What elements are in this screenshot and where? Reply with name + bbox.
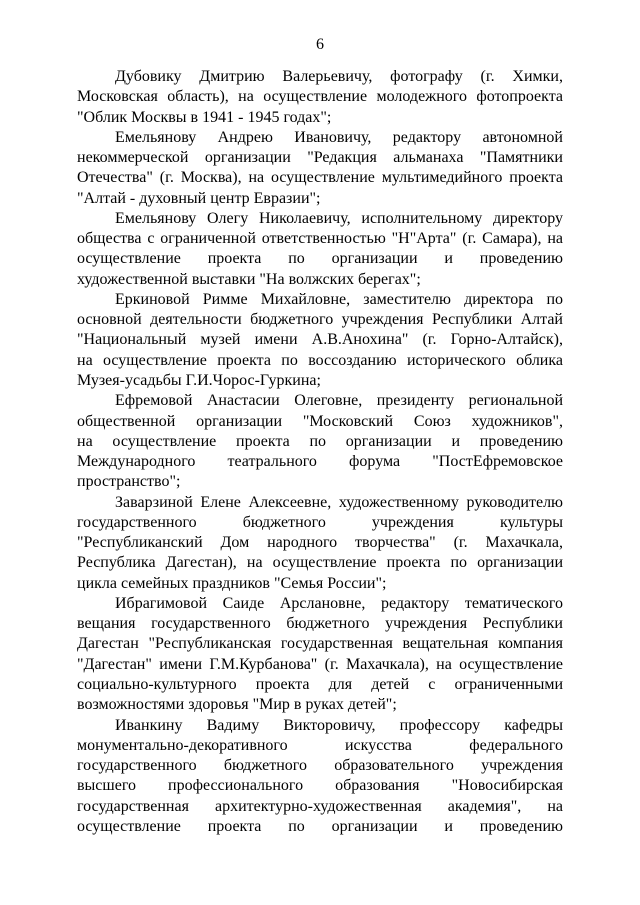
- text-line: государственного бюджетного образовательного учреждения: [77, 757, 563, 775]
- text-line: "Облик Москвы в 1941 - 1945 годах";: [77, 108, 332, 126]
- text-line: Ефремовой Анастасии Олеговне, президенту региональной: [115, 392, 563, 410]
- text-line: Дубовику Дмитрию Валерьевичу, фотографу (г. Химки,: [115, 68, 563, 85]
- text-line: на осуществление проекта по организации и проведению: [77, 432, 563, 450]
- text-line: "Республиканский Дом народного творчества" (г. Махачкала,: [77, 534, 563, 552]
- page-number: 6: [316, 36, 324, 53]
- text-line: высшего профессионального образования "Новосибирская: [77, 777, 563, 795]
- text-line: основной деятельности бюджетного учреждения Республики Алтай: [77, 311, 563, 329]
- text-line: Емельянову Андрею Ивановичу, редактору автономной: [115, 128, 563, 146]
- text-line: монументально-декоративного искусства федерального: [77, 736, 563, 754]
- text-line: Музея-усадьбы Г.И.Чорос-Гуркина;: [77, 371, 321, 389]
- paragraph: [77, 493, 563, 594]
- text-line: Ибрагимовой Саиде Арслановне, редактору тематического: [115, 594, 563, 612]
- text-line: Московская область), на осуществление молодежного фотопроекта: [77, 88, 563, 106]
- text-line: вещания государственного бюджетного учреждения Республики: [77, 615, 563, 633]
- text-line: Еркиновой Римме Михайловне, заместителю директора по: [115, 290, 563, 308]
- text-line: возможностями здоровья "Мир в руках детей";: [77, 696, 397, 714]
- paragraph: [77, 716, 563, 838]
- document-body: [77, 67, 563, 837]
- paragraph: [77, 128, 563, 209]
- text-line: государственная архитектурно-художественная академия", на: [77, 797, 563, 815]
- paragraph: [77, 67, 563, 128]
- text-line: Отечества" (г. Москва), на осуществление мультимедийного проекта: [77, 169, 563, 187]
- text-line: некоммерческой организации "Редакция альманаха "Памятники: [77, 149, 563, 167]
- text-line: Заварзиной Елене Алексеевне, художественному руководителю: [115, 493, 563, 511]
- text-line: государственного бюджетного учреждения культуры: [77, 513, 563, 531]
- paragraph: [77, 594, 563, 716]
- text-line: "Национальный музей имени А.В.Анохина" (г. Горно-Алтайск),: [77, 331, 563, 349]
- text-line: Дагестан "Республиканская государственная вещательная компания: [77, 635, 563, 653]
- text-line: художественной выставки "На волжских берегах";: [77, 270, 421, 288]
- text-line: Международного театрального форума "ПостЕфремовское: [77, 453, 563, 471]
- text-line: "Алтай - духовный центр Евразии";: [77, 189, 321, 207]
- text-line: Иванкину Вадиму Викторовичу, профессору кафедры: [115, 716, 563, 734]
- text-line: социально-культурного проекта для детей с ограниченными: [77, 675, 563, 693]
- text-line: осуществление проекта по организации и проведению: [77, 817, 563, 835]
- paragraph: [77, 290, 563, 391]
- paragraph: [77, 209, 563, 290]
- text-line: Республика Дагестан), на осуществление проекта по организации: [77, 554, 563, 572]
- text-line: общественной организации "Московский Союз художников",: [77, 412, 563, 430]
- text-line: осуществление проекта по организации и проведению: [77, 250, 563, 268]
- paragraph: [77, 391, 563, 492]
- text-line: цикла семейных праздников "Семья России";: [77, 574, 387, 592]
- text-line: общества с ограниченной ответственностью "Н"Арта" (г. Самара), на: [77, 230, 563, 248]
- text-line: Емельянову Олегу Николаевичу, исполнительному директору: [115, 209, 563, 227]
- text-line: на осуществление проекта по воссозданию исторического облика: [77, 351, 563, 369]
- text-line: пространство";: [77, 473, 181, 491]
- text-line: "Дагестан" имени Г.М.Курбанова" (г. Махачкала), на осуществление: [77, 655, 563, 673]
